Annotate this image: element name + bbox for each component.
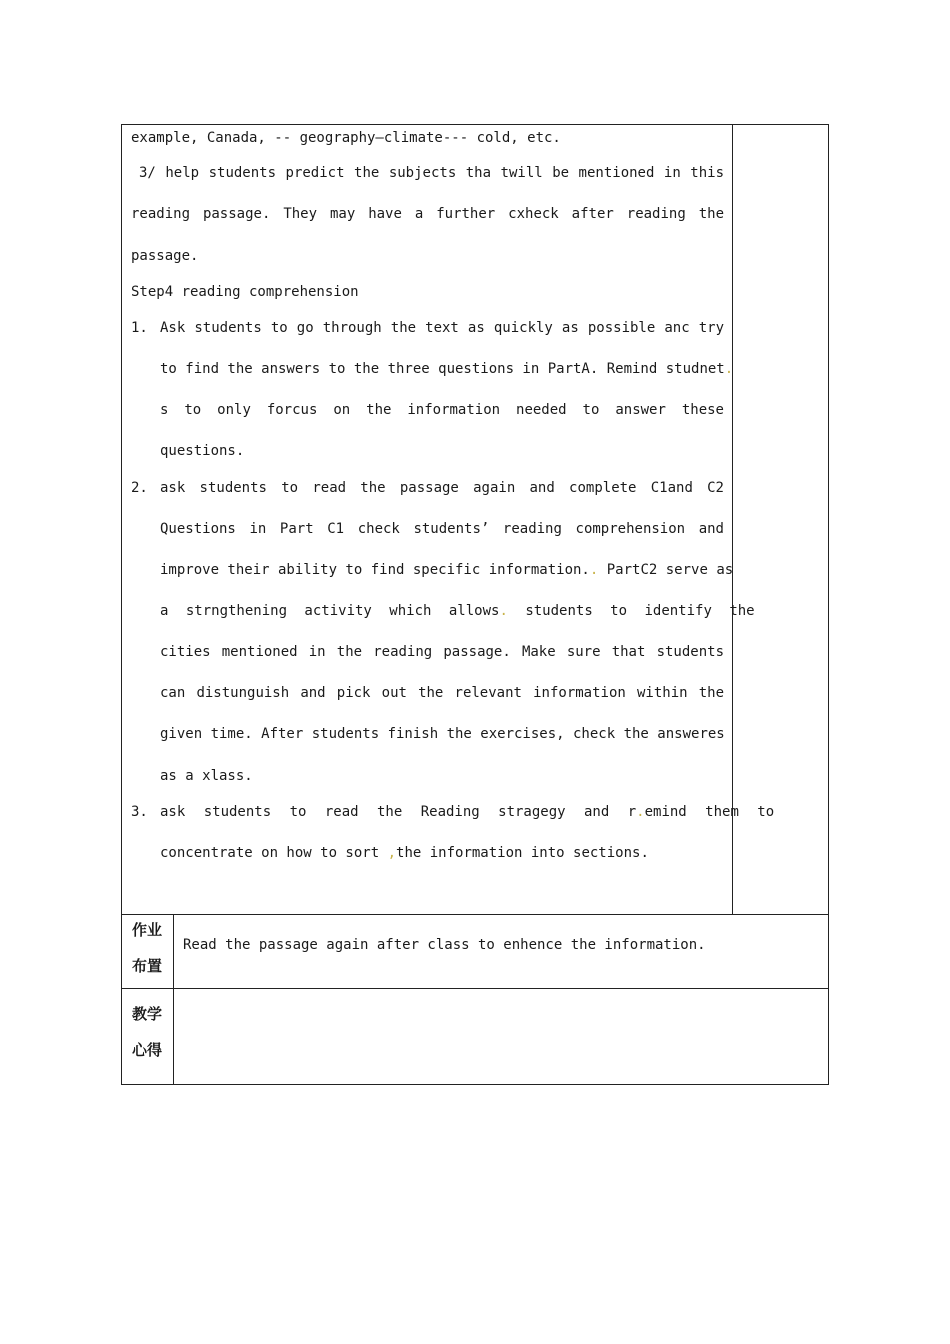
text-line: improve their ability to find specific information.. PartC2 serve as (160, 562, 734, 578)
homework-row (121, 914, 829, 989)
text-line: s to only forcus on the information needed to answer these (160, 402, 724, 418)
text-line: 3/ help students predict the subjects tha twill be mentioned in this (139, 165, 724, 181)
list-number: 2. (131, 480, 148, 496)
text-line: given time. After students finish the exercises, check the answeres (160, 726, 725, 742)
text-line: cities mentioned in the reading passage. Make sure that students (160, 644, 724, 660)
reflection-row (121, 988, 829, 1085)
step-heading: Step4 reading comprehension (131, 284, 359, 300)
homework-text: Read the passage again after class to enhence the information. (183, 937, 706, 953)
text-line: to find the answers to the three questions in PartA. Remind studnet. (160, 361, 734, 377)
procedure-cell (121, 124, 775, 914)
text-line: a strngthening activity which allows. students to identify the (160, 603, 755, 619)
text-line: ask students to read the passage again and complete C1and C2 (160, 480, 724, 496)
text-line: ask students to read the Reading stragegy and r.emind them to (160, 804, 775, 820)
text-line: passage. (131, 248, 199, 264)
text-line: questions. (160, 443, 245, 459)
list-number: 1. (131, 320, 148, 336)
text-line: reading passage. They may have a further cxheck after reading the (131, 206, 724, 222)
text-line: Ask students to go through the text as quickly as possible anc try (160, 320, 724, 336)
lesson-plan-table (121, 124, 829, 1085)
list-number: 3. (131, 804, 148, 820)
text-line: can distunguish and pick out the relevant information within the (160, 685, 724, 701)
reflection-label: 教学 心得 (122, 989, 174, 1084)
text-line: as a xlass. (160, 768, 253, 784)
text-line: example, Canada, -- geography—climate--- cold, etc. (131, 130, 561, 146)
homework-label: 作业 布置 (122, 915, 174, 988)
text-line: concentrate on how to sort ,the information into sections. (160, 845, 649, 861)
text-line: Questions in Part C1 check students’ reading comprehension and (160, 521, 724, 537)
notes-cell (733, 124, 829, 914)
